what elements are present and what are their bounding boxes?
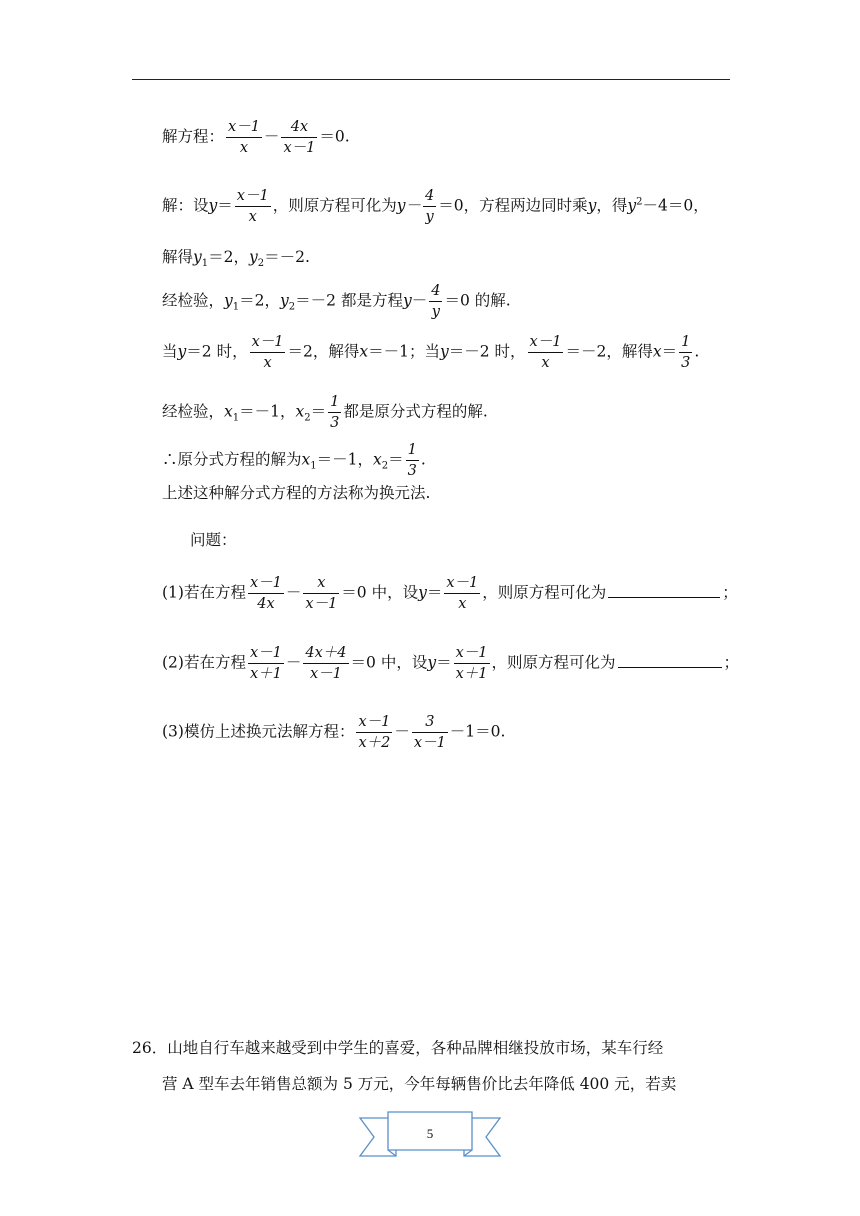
numerator: 1 (328, 392, 341, 413)
operator: － (411, 291, 428, 310)
operator: － (285, 583, 302, 602)
denominator: x (248, 209, 257, 225)
question-label (190, 529, 237, 551)
variable: x (295, 402, 305, 421)
text: ＝0 的解. (444, 291, 511, 310)
text: (1)若在方程 (162, 583, 246, 602)
question-26-line-1: 26．山地自行车越来越受到中学生的喜爱，各种品牌相继投放市场，某车行经 (132, 1039, 664, 1057)
text: ，则原方程可化为 (491, 653, 616, 672)
fraction (303, 573, 339, 614)
numerator: 4 (423, 186, 436, 207)
text: ＝2， (239, 291, 281, 310)
variable: x (652, 342, 662, 361)
solution-line-e (162, 392, 488, 433)
denominator: x＋1 (455, 666, 488, 682)
fraction (679, 332, 692, 373)
fraction (248, 643, 284, 684)
denominator: 3 (407, 463, 417, 479)
text: ＝ (436, 653, 452, 672)
denominator: y (431, 304, 440, 320)
fraction (303, 643, 348, 684)
subscript: 1 (232, 301, 240, 313)
subscript: 2 (381, 460, 389, 472)
text: 都是原分式方程的解. (343, 402, 488, 421)
text: 上述这种解分式方程的方法称为换元法. (162, 484, 431, 502)
fraction (281, 117, 317, 158)
denominator: x－1 (283, 140, 316, 156)
numerator: x－1 (248, 643, 284, 664)
variable: y (402, 291, 412, 310)
text: (3)模仿上述换元法解方程： (162, 722, 355, 741)
text: ＝－2 都是方程 (295, 291, 403, 310)
text: 经检验， (162, 291, 225, 310)
subscript: 1 (232, 412, 240, 424)
variable: y (193, 248, 202, 266)
variable: y (439, 342, 449, 361)
problem-label: 解方程： (162, 127, 225, 146)
solution-line-b (162, 246, 310, 275)
numerator: x－1 (444, 573, 480, 594)
denominator: x (458, 596, 467, 612)
question-1 (162, 573, 738, 614)
text: ＝－1；当 (368, 342, 440, 361)
numerator: 4x (281, 117, 317, 138)
solution-line-c (162, 281, 511, 322)
text: ＝－1， (239, 402, 296, 421)
variable: y (418, 583, 427, 602)
text: ＝－1， (316, 450, 374, 469)
variable: y (249, 248, 258, 266)
numerator: x－1 (226, 117, 262, 138)
text: ＝ (217, 196, 233, 215)
solution-line-f (162, 440, 426, 481)
text: 当 (162, 342, 178, 361)
text: 经检验， (162, 402, 225, 421)
fraction (328, 392, 341, 433)
fraction (235, 186, 271, 227)
question-3 (162, 712, 505, 753)
problem-statement (162, 117, 350, 158)
text: ＝2 时， (186, 342, 248, 361)
numerator: x－1 (248, 573, 284, 594)
denominator: x－1 (310, 666, 342, 682)
numerator: 4 (429, 281, 442, 302)
fraction (412, 712, 448, 753)
subscript: 1 (310, 460, 317, 472)
operator: － (263, 127, 280, 146)
text: ＝0 中，设 (341, 583, 419, 602)
numerator: x－1 (250, 332, 286, 353)
variable: y (177, 342, 187, 361)
text: ； (722, 583, 738, 602)
text: 问题： (190, 531, 237, 549)
denominator: 3 (330, 415, 340, 431)
variable: y (427, 653, 437, 672)
text: ＝0 中，设 (350, 653, 428, 672)
fraction (444, 573, 480, 614)
fraction (356, 712, 392, 753)
denominator: 4x (257, 596, 275, 612)
text: ＝ (661, 342, 678, 361)
fraction (423, 186, 436, 227)
answer-blank-2[interactable] (618, 653, 722, 668)
operator: － (394, 722, 410, 741)
fraction (454, 643, 490, 684)
fraction (406, 440, 419, 481)
denominator: y (425, 209, 434, 225)
text: . (694, 342, 700, 361)
text: －4＝0， (642, 196, 709, 215)
denominator: x＋2 (358, 735, 391, 751)
question-2 (162, 643, 739, 684)
variable: x (359, 342, 369, 361)
answer-blank-1[interactable] (608, 583, 720, 598)
numerator: 3 (412, 712, 448, 733)
variable: y－ (396, 196, 421, 215)
text: ＝2， (208, 248, 250, 266)
solution-line-g (162, 482, 430, 504)
denominator: 3 (681, 355, 691, 371)
denominator: x (239, 140, 249, 156)
text: ，得 (596, 196, 628, 215)
equation-tail: ＝0. (319, 127, 350, 146)
header-rule (132, 79, 730, 80)
variable: y (280, 291, 289, 310)
text: ＝0，方程两边同时乘 (438, 196, 588, 215)
text: ＝2，解得 (287, 342, 360, 361)
denominator: x－1 (305, 596, 338, 612)
denominator: x (541, 355, 550, 371)
denominator: x－1 (413, 735, 446, 751)
text: . (420, 450, 426, 469)
numerator: x－1 (235, 186, 271, 207)
variable: y (208, 196, 218, 215)
variable: y (627, 196, 637, 215)
text: ＝ (426, 583, 443, 602)
subscript: 2 (257, 258, 265, 270)
numerator: x－1 (528, 332, 564, 353)
subscript: 1 (201, 258, 209, 270)
denominator: x＋1 (249, 666, 282, 682)
text: ＝－2 时， (448, 342, 526, 361)
exponent: 2 (636, 196, 643, 208)
subscript: 2 (288, 301, 296, 313)
fraction (248, 573, 284, 614)
subscript: 2 (304, 412, 311, 424)
text: ∴原分式方程的解为 (162, 450, 302, 469)
numerator: 1 (406, 440, 419, 461)
text: 解：设 (162, 196, 209, 215)
question-26-line-2: 营 A 型车去年销售总额为 5 万元，今年每辆售价比去年降低 400 元，若卖 (162, 1075, 677, 1093)
text: ； (723, 653, 740, 672)
fraction (429, 281, 442, 322)
text: ，则原方程可化为 (482, 583, 607, 602)
page-number: 5 (426, 1126, 434, 1141)
variable: x (301, 450, 311, 469)
denominator: x (263, 355, 272, 371)
numerator: x (303, 573, 339, 594)
numerator: 1 (679, 332, 692, 353)
text: (2)若在方程 (162, 653, 246, 672)
numerator: x－1 (356, 712, 392, 733)
text: ＝ (388, 450, 404, 469)
text: －1＝0. (449, 722, 506, 741)
numerator: x－1 (454, 643, 490, 664)
fraction (528, 332, 564, 373)
page-footer-ribbon (358, 1106, 502, 1162)
fraction (250, 332, 286, 373)
solution-line-a (162, 186, 709, 227)
text: 解得 (162, 248, 194, 266)
text: ＝－2. (264, 248, 310, 266)
text: ＝－2，解得 (565, 342, 653, 361)
variable: y (587, 196, 597, 215)
text: ＝ (310, 402, 327, 421)
variable: x (373, 450, 382, 469)
fraction (226, 117, 262, 158)
variable: y (224, 291, 233, 310)
solution-line-d (162, 332, 699, 373)
variable: x (224, 402, 233, 421)
text: ，则原方程可化为 (272, 196, 397, 215)
operator: － (285, 653, 302, 672)
numerator: 4x＋4 (303, 643, 348, 664)
